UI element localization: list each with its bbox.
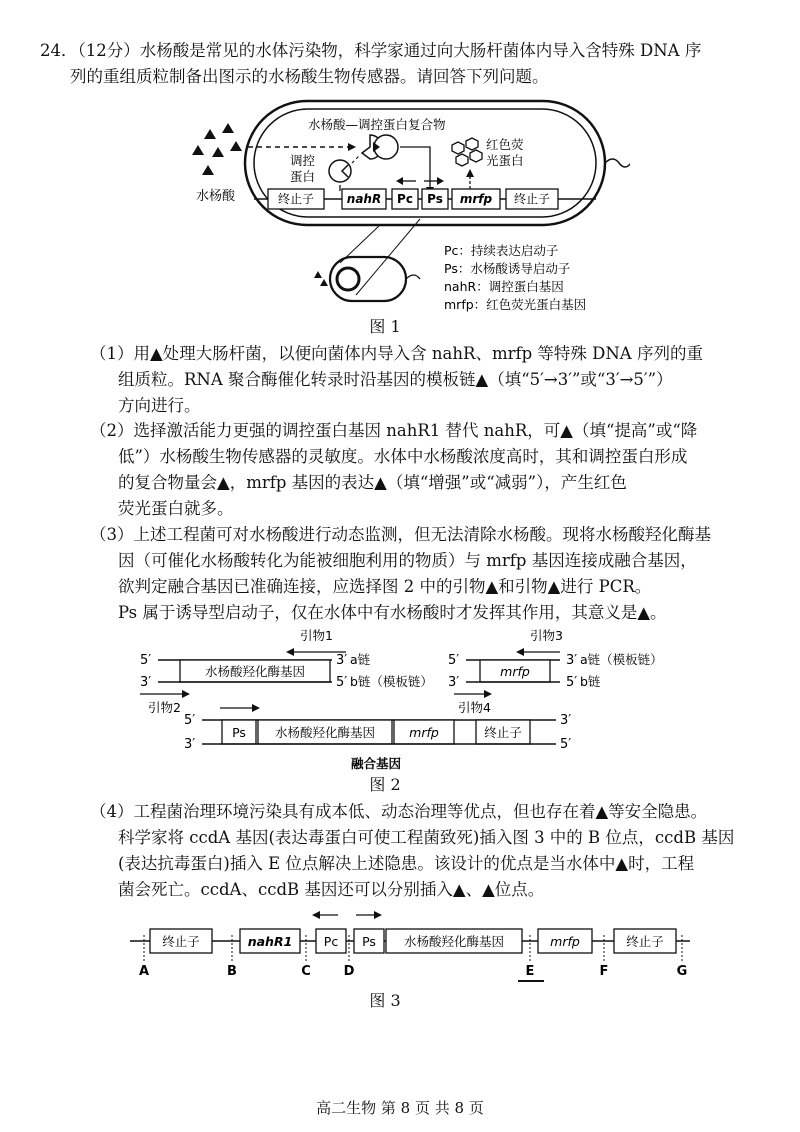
- svg-text:3′: 3′: [140, 675, 152, 690]
- part2-line-2: 低”）水杨酸生物传感器的灵敏度。水体中水杨酸浓度高时，其和调控蛋白形成: [118, 447, 688, 466]
- fig1-box-terminator-left: 终止子: [277, 192, 315, 206]
- fusion-box-mrfp: mrfp: [409, 725, 439, 740]
- right-gene-label: mrfp: [500, 664, 530, 679]
- figure-1: [190, 95, 630, 335]
- fusion-box-enzyme: 水杨酸羟化酶基因: [274, 725, 376, 740]
- part4-line-2: 科学家将 ccdA 基因(表达毒蛋白可使工程菌致死)插入图 3 中的 B 位点，ccdB 基因: [118, 828, 735, 847]
- legend-nahR: nahR：调控蛋白基因: [444, 279, 564, 294]
- figure-2: [110, 624, 690, 794]
- fig3-box-mrfp: mrfp: [550, 934, 580, 949]
- part3-line-4: Ps 属于诱导型启动子，仅在水体中有水杨酸时才发挥其作用，其意义是▲。: [118, 603, 667, 622]
- fig3-box-enzyme: 水杨酸羟化酶基因: [403, 934, 505, 949]
- right-a-chain-label: a链（模板链）: [580, 652, 663, 667]
- fig1-box-terminator-right: 终止子: [513, 192, 551, 206]
- fusion-box-terminator: 终止子: [484, 725, 522, 740]
- site-G: G: [676, 964, 688, 979]
- site-D: D: [343, 964, 355, 979]
- part4-line-4: 菌会死亡。ccdA、ccdB 基因还可以分别插入▲、▲位点。: [118, 880, 545, 899]
- red-protein-label-1: 红色荧: [486, 137, 524, 152]
- svg-text:3′: 3′: [336, 653, 348, 668]
- fig1-box-Ps: Ps: [427, 192, 443, 206]
- left-gene-label: 水杨酸羟化酶基因: [204, 664, 306, 679]
- fig3-box-Ps: Ps: [362, 934, 376, 949]
- svg-text:5′: 5′: [140, 653, 152, 668]
- part1-line-2: 组质粒。RNA 聚合酶催化转录时沿基因的模板链▲（填“5′→3′”或“3′→5′”）: [118, 370, 673, 389]
- figure-3: [120, 905, 700, 985]
- primer2-label: 引物2: [148, 700, 181, 715]
- svg-text:5′: 5′: [184, 713, 196, 728]
- figure-1-caption: 图 1: [369, 317, 401, 336]
- fig3-box-Pc: Pc: [323, 934, 339, 949]
- site-E: E: [525, 964, 535, 979]
- part4-line-3: (表达抗毒蛋白)插入 E 位点解决上述隐患。该设计的优点是当水体中▲时，工程: [118, 854, 695, 873]
- site-F: F: [599, 964, 609, 979]
- fig1-box-mrfp: mrfp: [459, 192, 493, 206]
- part4-line-1: （4）工程菌治理环境污染具有成本低、动态治理等优点，但也存在着▲等安全隐患。: [90, 802, 708, 821]
- fusion-gene-label: 融合基因: [350, 756, 402, 771]
- page-footer: 高二生物 第 8 页 共 8 页: [316, 1099, 484, 1117]
- svg-text:5′: 5′: [336, 675, 348, 690]
- legend-ps: Ps：水杨酸诱导启动子: [444, 261, 571, 276]
- svg-text:5′: 5′: [448, 653, 460, 668]
- part2-line-4: 荧光蛋白就多。: [118, 499, 234, 518]
- left-b-chain-label: b链（模板链）: [350, 674, 433, 689]
- part2-line-1: （2）选择激活能力更强的调控蛋白基因 nahR1 替代 nahR，可▲（填“提高”或“降: [90, 421, 698, 440]
- small-bacterium-icon: [314, 219, 420, 301]
- svg-text:3′: 3′: [184, 737, 196, 752]
- fig3-box-nahR1: nahR1: [247, 934, 293, 949]
- fusion-box-Ps: Ps: [232, 725, 246, 740]
- red-protein-label-2: 光蛋白: [486, 153, 524, 168]
- fig3-box-terminator-left: 终止子: [162, 934, 200, 949]
- legend-mrfp: mrfp：红色荧光蛋白基因: [444, 297, 587, 312]
- svg-text:3′: 3′: [560, 713, 572, 728]
- svg-text:3′: 3′: [566, 653, 578, 668]
- part3-line-2: 因（可催化水杨酸转化为能被细胞利用的物质）与 mrfp 基因连接成融合基因，: [118, 551, 697, 570]
- part3-line-3: 欲判定融合基因已准确连接，应选择图 2 中的引物▲和引物▲进行 PCR。: [118, 577, 652, 596]
- figure-3-caption: 图 3: [369, 991, 401, 1010]
- part2-line-3: 的复合物量会▲，mrfp 基因的表达▲（填“增强”或“减弱”），产生红色: [118, 473, 627, 492]
- svg-text:3′: 3′: [448, 675, 460, 690]
- primer3-label: 引物3: [530, 628, 563, 643]
- right-b-chain-label: b链: [580, 674, 601, 689]
- svg-text:5′: 5′: [566, 675, 578, 690]
- flagellum: [605, 159, 630, 167]
- legend-pc: Pc：持续表达启动子: [444, 243, 559, 258]
- fig1-box-nahR: nahR: [346, 192, 382, 206]
- salicylic-acid-molecules: [192, 123, 242, 175]
- primer1-label: 引物1: [300, 628, 333, 643]
- complex-label: 水杨酸—调控蛋白复合物: [308, 117, 446, 132]
- primer4-label: 引物4: [458, 700, 491, 715]
- red-fluorescent-protein: [452, 138, 482, 166]
- site-B: B: [227, 964, 237, 979]
- svg-text:5′: 5′: [560, 737, 572, 752]
- figure-2-caption: 图 2: [369, 775, 401, 794]
- question-intro-line-2: 列的重组质粒制备出图示的水杨酸生物传感器。请回答下列问题。: [70, 67, 549, 86]
- fig3-box-terminator-right: 终止子: [626, 934, 664, 949]
- question-intro-line-1: 24．（12分）水杨酸是常见的水体污染物，科学家通过向大肠杆菌体内导入含特殊 DNA 序: [40, 41, 702, 60]
- site-A: A: [138, 964, 150, 979]
- part3-line-1: （3）上述工程菌可对水杨酸进行动态监测，但无法清除水杨酸。现将水杨酸羟化酶基: [90, 525, 711, 544]
- site-C: C: [301, 964, 311, 979]
- fig1-box-Pc: Pc: [397, 192, 413, 206]
- regulator-label-2: 蛋白: [290, 169, 316, 184]
- part1-line-3: 方向进行。: [118, 396, 201, 415]
- part1-line-1: （1）用▲处理大肠杆菌，以便向菌体内导入含 nahR、mrfp 等特殊 DNA 序列的重: [90, 344, 703, 363]
- regulator-label-1: 调控: [290, 153, 316, 168]
- left-a-chain-label: a链: [350, 652, 371, 667]
- salicylic-acid-label: 水杨酸: [196, 189, 236, 204]
